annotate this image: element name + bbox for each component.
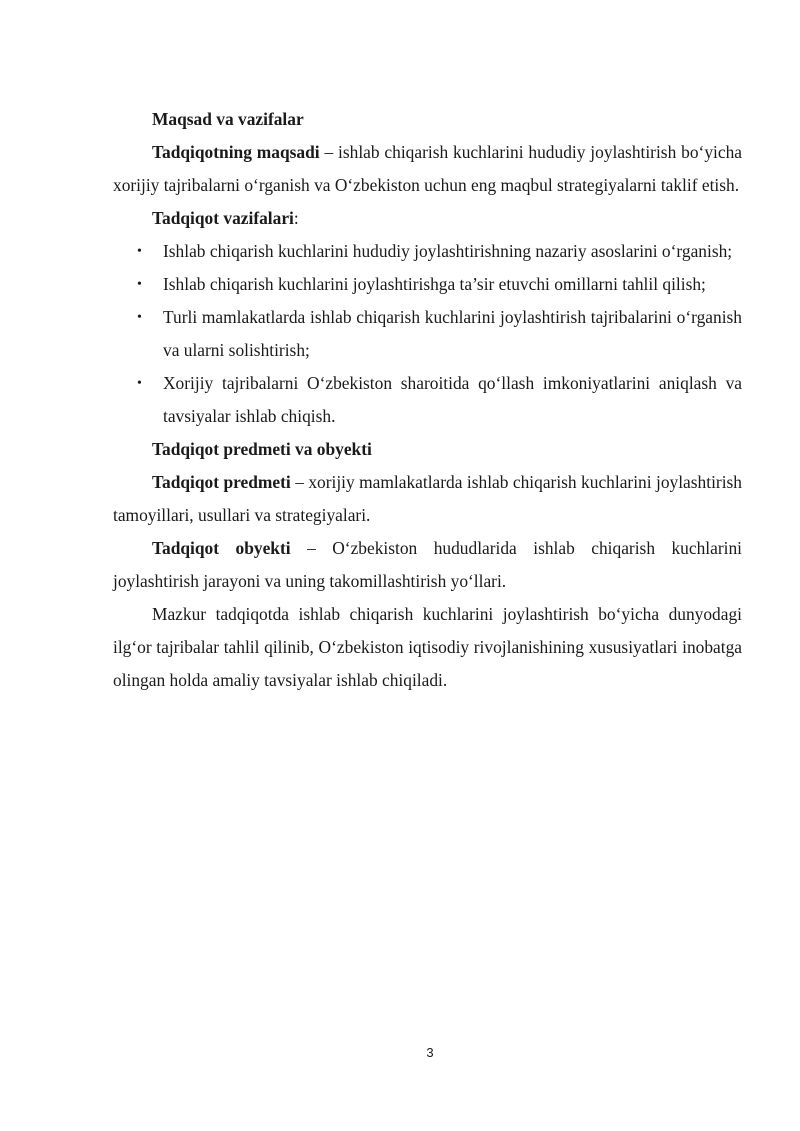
subject-text: – xorijiy mamlakatlarda ishlab chiqarish kuchlarini joylashtirish tamoyillari, usullari va strategiyalari. (113, 472, 742, 525)
list-item (113, 301, 742, 367)
bullet-icon: • (137, 376, 142, 391)
object-paragraph (113, 532, 742, 598)
task-text: Xorijiy tajribalarni O‘zbekiston sharoitida qo‘llash imkoniyatlarini aniqlash va tavsiyalar ishlab chiqish. (163, 373, 742, 426)
subject-term: Tadqiqot predmeti (152, 472, 291, 492)
object-term: Tadqiqot obyekti (152, 538, 291, 558)
bullet-icon: • (137, 277, 142, 292)
task-text: Turli mamlakatlarda ishlab chiqarish kuchlarini joylashtirish tajribalarini o‘rganish va ularni solishtirish; (163, 307, 742, 360)
task-text: Ishlab chiqarish kuchlarini joylashtirishga ta’sir etuvchi omillarni tahlil qilish; (163, 274, 706, 294)
page-content (113, 103, 742, 697)
section-heading-goals: Maqsad va vazifalar (152, 109, 304, 129)
page-number: 3 (426, 1045, 434, 1060)
tasks-heading (113, 202, 742, 235)
tasks-heading-suffix: : (293, 208, 299, 228)
goal-paragraph (113, 136, 742, 202)
task-text: Ishlab chiqarish kuchlarini hududiy joylashtirishning nazariy asoslarini o‘rganish; (163, 241, 733, 261)
section-heading-subject: Tadqiqot predmeti va obyekti (152, 439, 372, 459)
goal-text: – ishlab chiqarish kuchlarini hududiy joylashtirish bo‘yicha xorijiy tajribalarni o‘rganish va O‘zbekiston uchun eng maqbul strategiyalarni taklif etish. (113, 142, 742, 195)
list-item (113, 367, 742, 433)
bullet-icon: • (137, 244, 142, 259)
tasks-list (113, 235, 742, 433)
list-item (113, 235, 742, 268)
conclusion-paragraph: Mazkur tadqiqotda ishlab chiqarish kuchlarini joylashtirish bo‘yicha dunyodagi ilg‘or tajribalar tahlil qilinib, O‘zbekiston iqtisodiy rivojlanishining xususiyatlari inobatga olingan holda amaliy tavsiyalar ishlab chiqiladi. (113, 604, 742, 690)
bullet-icon: • (137, 310, 142, 325)
object-text: – O‘zbekiston hududlarida ishlab chiqarish kuchlarini joylashtirish jarayoni va uning takomillashtirish yo‘llari. (113, 538, 742, 591)
goal-term: Tadqiqotning maqsadi (152, 142, 320, 162)
tasks-heading-term: Tadqiqot vazifalari (152, 208, 294, 228)
subject-paragraph (113, 466, 742, 532)
list-item (113, 268, 742, 301)
